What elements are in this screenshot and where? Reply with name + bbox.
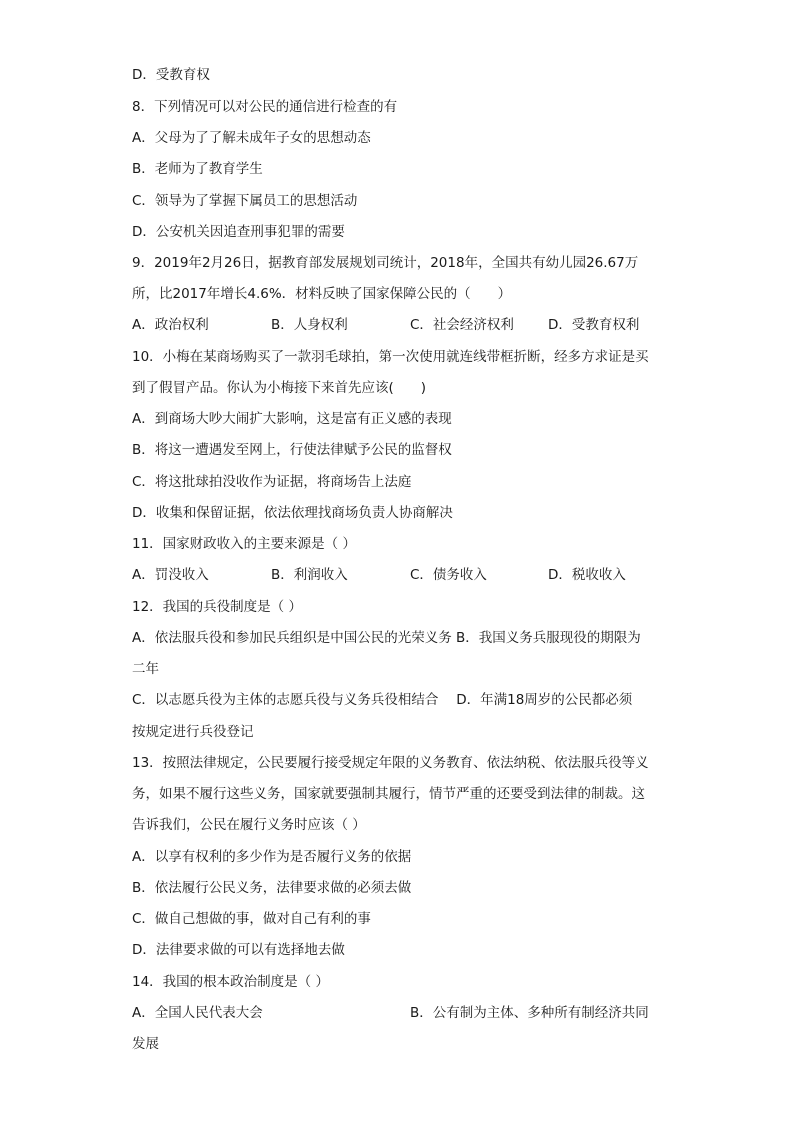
q14-option-b: B．公有制为主体、多种所有制经济共同 xyxy=(410,1005,649,1021)
q11-stem: 11．国家财政收入的主要来源是（ ） xyxy=(132,536,356,552)
q8-option-b: B．老师为了教育学生 xyxy=(132,161,263,177)
q13-stem-line2: 务，如果不履行这些义务，国家就要强制其履行，情节严重的还要受到法律的制裁。这 xyxy=(132,786,645,802)
q12-stem: 12．我国的兵役制度是（ ） xyxy=(132,599,302,615)
q13-stem-line3: 告诉我们，公民在履行义务时应该（ ） xyxy=(132,817,366,833)
q13-option-d: D．法律要求做的可以有选择地去做 xyxy=(132,942,345,958)
q10-option-c: C．将这批球拍没收作为证据，将商场告上法庭 xyxy=(132,474,412,490)
q10-stem-line2: 到了假冒产品。你认为小梅接下来首先应该( ) xyxy=(132,380,427,396)
q9-option-c: C．社会经济权利 xyxy=(410,317,514,333)
q11-option-a: A．罚没收入 xyxy=(132,567,209,583)
q13-stem-line1: 13．按照法律规定，公民要履行接受规定年限的义务教育、依法纳税、依法服兵役等义 xyxy=(132,755,649,771)
q8-stem: 8．下列情况可以对公民的通信进行检查的有 xyxy=(132,99,398,115)
q9-stem-line1: 9．2019年2月26日，据教育部发展规划司统计，2018年，全国共有幼儿园26.67万 xyxy=(132,255,639,271)
q8-option-a: A．父母为了了解未成年子女的思想动态 xyxy=(132,130,371,146)
q14-option-a: A．全国人民代表大会 xyxy=(132,1005,263,1021)
q14-option-b-cont: 发展 xyxy=(132,1036,159,1052)
q11-option-b: B．利润收入 xyxy=(271,567,348,583)
q11-option-d: D．税收收入 xyxy=(548,567,626,583)
q10-option-b: B．将这一遭遇发至网上，行使法律赋予公民的监督权 xyxy=(132,442,452,458)
q13-option-c: C．做自己想做的事，做对自己有利的事 xyxy=(132,911,371,927)
q13-option-b: B．依法履行公民义务，法律要求做的必须去做 xyxy=(132,880,412,896)
q12-options-ab: A．依法服兵役和参加民兵组织是中国公民的光荣义务 B．我国义务兵服现役的期限为 xyxy=(132,630,641,646)
q7-option-d: D．受教育权 xyxy=(132,67,210,83)
q10-stem-line1: 10．小梅在某商场购买了一款羽毛球拍，第一次使用就连线带框折断，经多方求证是买 xyxy=(132,349,649,365)
q9-option-a: A．政治权利 xyxy=(132,317,209,333)
q12-option-b-cont: 二年 xyxy=(132,661,159,677)
q9-stem-line2: 所，比2017年增长4.6%．材料反映了国家保障公民的（ ） xyxy=(132,286,512,302)
q8-option-d: D．公安机关因追查刑事犯罪的需要 xyxy=(132,224,345,240)
q8-option-c: C．领导为了掌握下属员工的思想活动 xyxy=(132,193,358,209)
q12-option-d-cont: 按规定进行兵役登记 xyxy=(132,724,254,740)
q11-option-c: C．债务收入 xyxy=(410,567,487,583)
q10-option-d: D．收集和保留证据，依法依理找商场负责人协商解决 xyxy=(132,505,453,521)
q10-option-a: A．到商场大吵大闹扩大影响，这是富有正义感的表现 xyxy=(132,411,452,427)
q13-option-a: A．以享有权利的多少作为是否履行义务的依据 xyxy=(132,849,412,865)
q9-option-d: D．受教育权利 xyxy=(548,317,640,333)
q12-options-cd: C．以志愿兵役为主体的志愿兵役与义务兵役相结合 D．年满18周岁的公民都必须 xyxy=(132,692,633,708)
q9-option-b: B．人身权利 xyxy=(271,317,348,333)
q14-stem: 14．我国的根本政治制度是（ ） xyxy=(132,974,329,990)
